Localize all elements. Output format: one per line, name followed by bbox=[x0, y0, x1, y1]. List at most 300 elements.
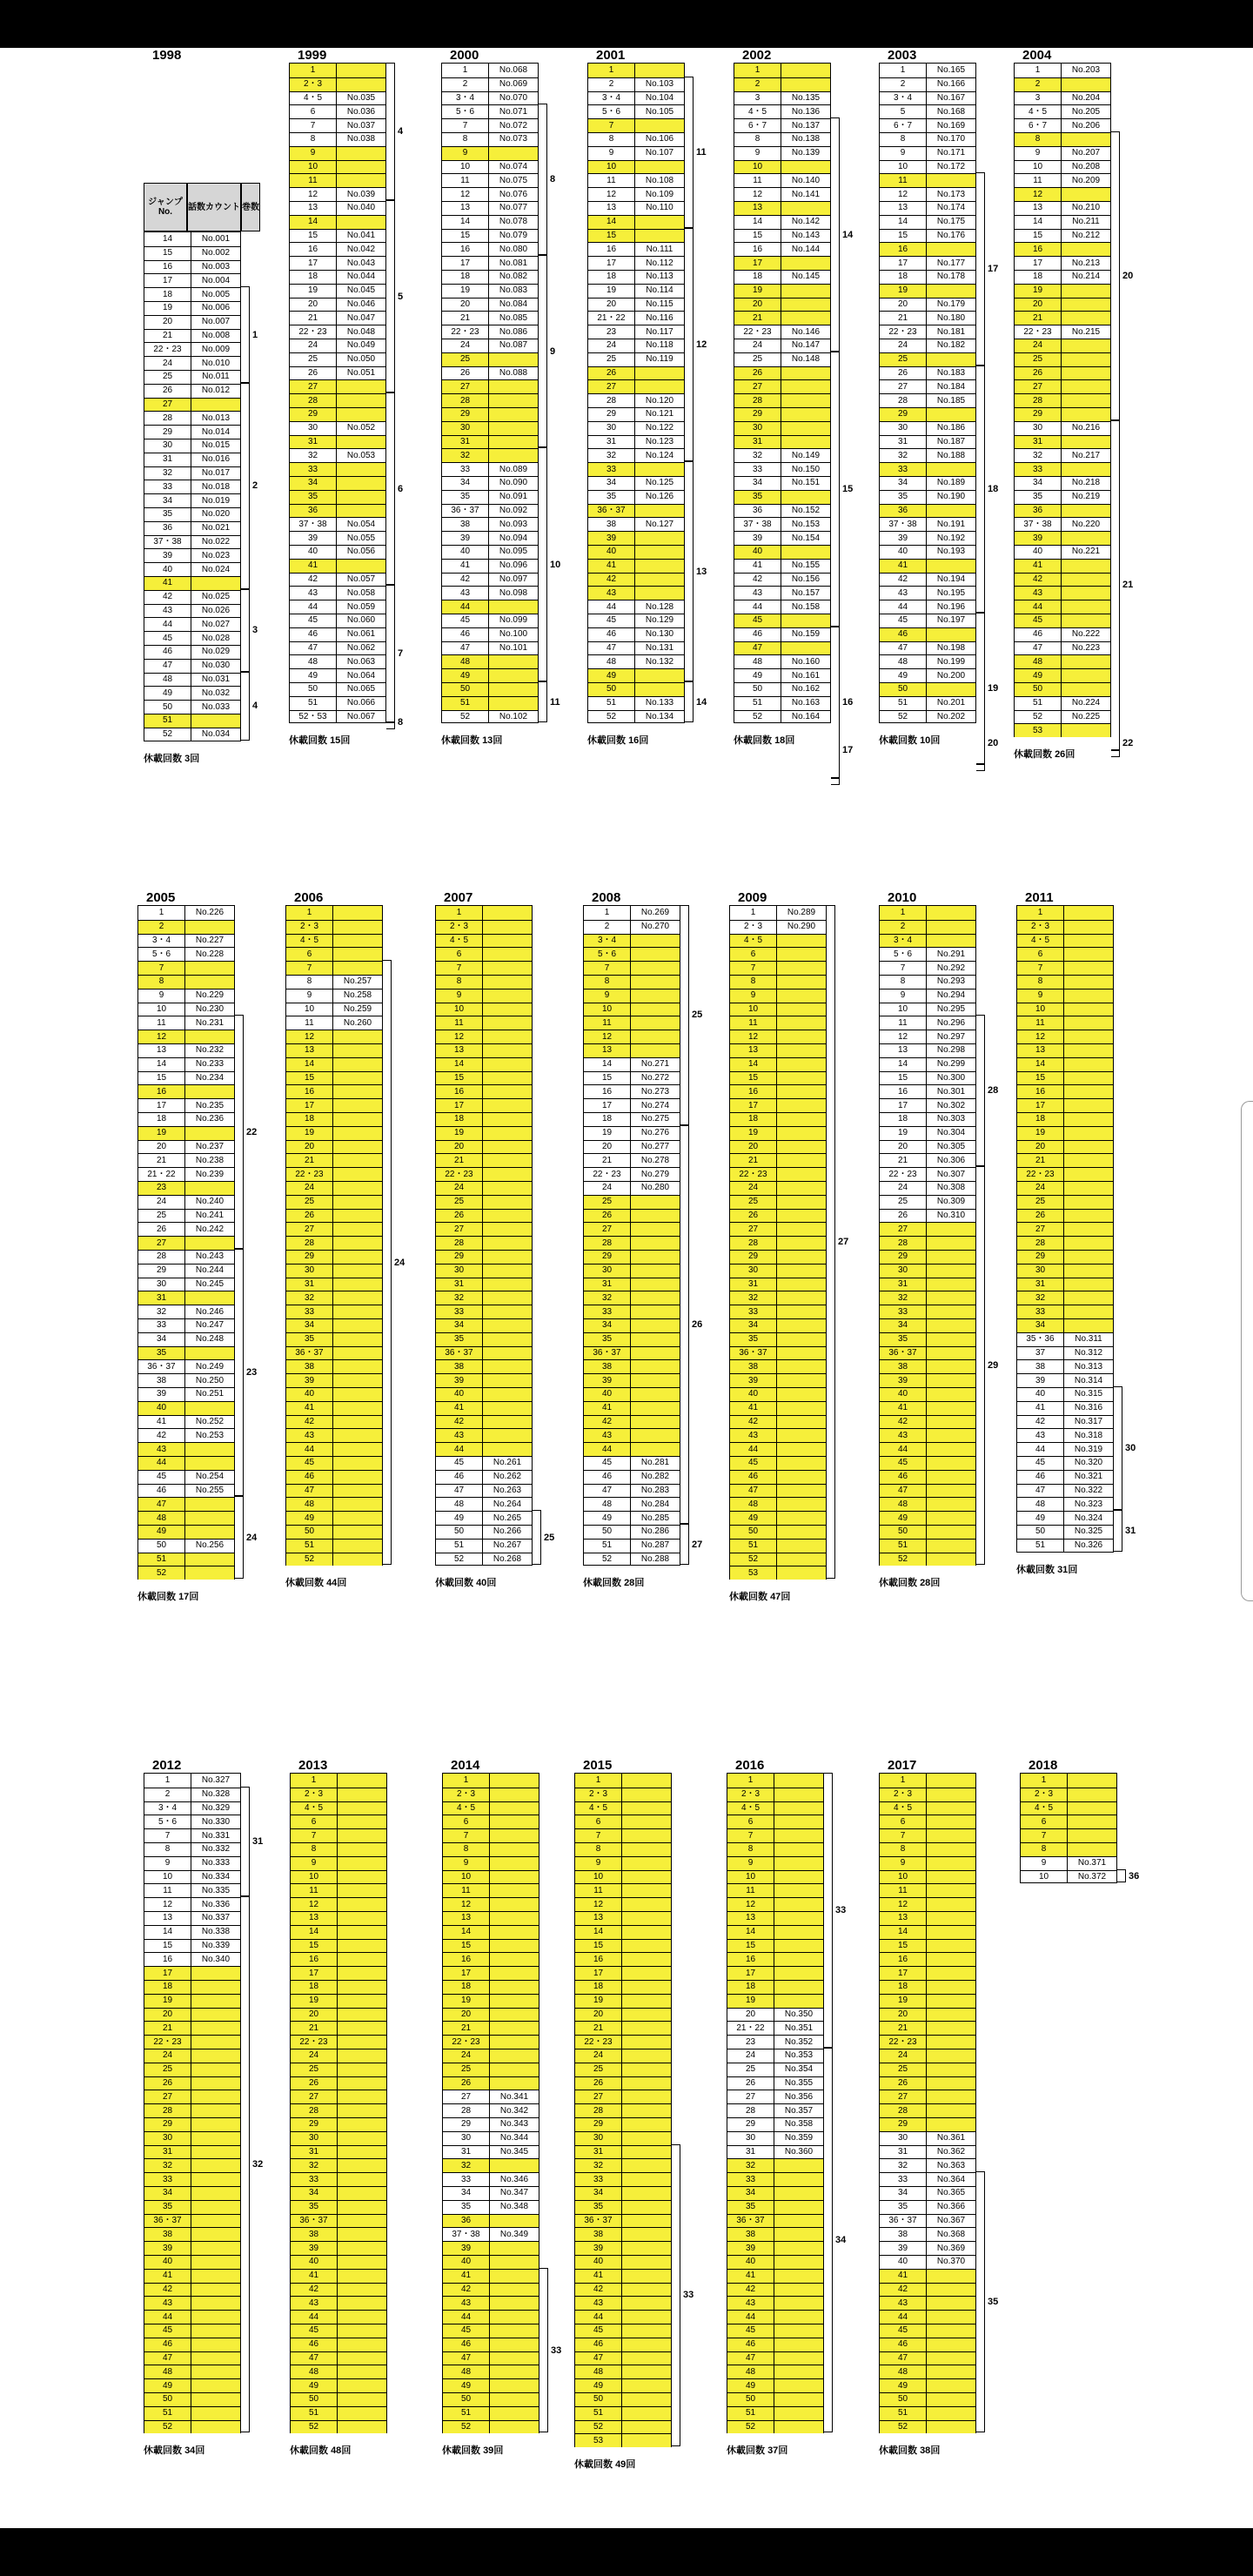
table-row bbox=[442, 284, 538, 298]
table-row bbox=[730, 1030, 826, 1043]
table-row bbox=[880, 379, 975, 393]
chapter-number bbox=[635, 505, 684, 518]
chapter-number bbox=[777, 1319, 826, 1332]
volume-bracket bbox=[976, 366, 985, 613]
hiatus-label: 休載回数 bbox=[879, 1578, 917, 1589]
hiatus-label: 休載回数 bbox=[587, 735, 626, 747]
table-row bbox=[880, 2365, 975, 2378]
chapter-number bbox=[635, 683, 684, 696]
table-row bbox=[144, 2283, 240, 2297]
table-row bbox=[443, 2283, 539, 2297]
issue-number: 1 bbox=[436, 906, 483, 920]
table-row bbox=[727, 2227, 823, 2241]
chapter-number bbox=[483, 1251, 532, 1264]
volume-bracket bbox=[827, 905, 835, 1579]
year-title: 1998 bbox=[152, 48, 182, 63]
table-row bbox=[588, 173, 684, 187]
issue-number: 34 bbox=[138, 1333, 185, 1346]
chapter-number bbox=[622, 1843, 671, 1856]
issue-number: 24 bbox=[286, 1182, 333, 1195]
chapter-number bbox=[774, 1802, 823, 1815]
table-row bbox=[734, 490, 830, 504]
chapter-number bbox=[774, 1843, 823, 1856]
table-row bbox=[734, 215, 830, 229]
table-row bbox=[144, 287, 240, 301]
hiatus-value: 17 bbox=[178, 1592, 190, 1603]
table-row bbox=[290, 559, 385, 573]
table-row bbox=[1017, 1511, 1113, 1525]
year-table bbox=[289, 63, 386, 723]
chapter-number bbox=[777, 1388, 826, 1401]
issue-number: 47 bbox=[443, 2352, 490, 2365]
issue-number: 33 bbox=[734, 463, 781, 476]
chapter-number bbox=[338, 2049, 386, 2063]
chapter-number bbox=[490, 2379, 539, 2392]
issue-number: 41 bbox=[442, 560, 489, 573]
chapter-number: No.091 bbox=[499, 492, 528, 502]
table-row bbox=[1017, 1373, 1113, 1387]
table-row bbox=[730, 1497, 826, 1511]
table-row bbox=[138, 1566, 234, 1580]
issue-number: 36・37 bbox=[588, 505, 635, 518]
chapter-number bbox=[622, 2009, 671, 2022]
issue-number: 8 bbox=[138, 976, 185, 989]
issue-number: 14 bbox=[1015, 216, 1062, 229]
chapter-number bbox=[927, 505, 975, 518]
issue-number: 43 bbox=[575, 2297, 622, 2310]
chapter-number: No.338 bbox=[201, 1927, 231, 1937]
issue-number: 24 bbox=[443, 2049, 490, 2063]
table-row bbox=[588, 654, 684, 668]
chapter-number bbox=[333, 1540, 382, 1553]
table-row bbox=[1015, 407, 1110, 421]
issue-number: 18 bbox=[436, 1113, 483, 1126]
issue-number: 28 bbox=[138, 1251, 185, 1264]
table-row bbox=[880, 2255, 975, 2269]
chapter-number: No.289 bbox=[787, 907, 816, 917]
chapter-number: No.022 bbox=[201, 536, 231, 547]
issue-number: 15 bbox=[880, 1940, 927, 1953]
table-row bbox=[286, 1470, 382, 1484]
chapter-number: No.281 bbox=[640, 1458, 670, 1468]
chapter-number: No.082 bbox=[499, 272, 528, 282]
issue-number: 41 bbox=[730, 1402, 777, 1415]
table-row bbox=[436, 1442, 532, 1456]
chapter-number: No.186 bbox=[936, 423, 966, 433]
chapter-number: No.182 bbox=[936, 340, 966, 351]
issue-number: 27 bbox=[436, 1223, 483, 1236]
issue-number: 6 bbox=[290, 105, 337, 118]
chapter-number bbox=[774, 1871, 823, 1884]
table-row bbox=[584, 1291, 680, 1305]
chapter-number: No.027 bbox=[201, 619, 231, 629]
chapter-number: No.042 bbox=[346, 244, 376, 254]
table-row bbox=[880, 1209, 975, 1223]
chapter-number bbox=[333, 1416, 382, 1429]
volume-number: 27 bbox=[838, 1237, 849, 1248]
table-row bbox=[443, 2324, 539, 2338]
table-row bbox=[443, 1815, 539, 1828]
chapter-number bbox=[781, 312, 830, 325]
chapter-number bbox=[337, 477, 385, 490]
table-row bbox=[442, 77, 538, 91]
table-row bbox=[138, 1098, 234, 1112]
chapter-number bbox=[622, 2063, 671, 2076]
issue-number: 24 bbox=[291, 2049, 338, 2063]
issue-number: 20 bbox=[291, 2009, 338, 2022]
chapter-number: No.349 bbox=[499, 2229, 529, 2239]
table-row bbox=[442, 600, 538, 614]
table-row bbox=[286, 1071, 382, 1085]
table-row bbox=[575, 1939, 671, 1953]
issue-number: 50 bbox=[436, 1526, 483, 1539]
volume-bracket bbox=[824, 1773, 833, 2048]
table-row bbox=[138, 1484, 234, 1498]
issue-number: 20 bbox=[442, 299, 489, 312]
table-row bbox=[588, 77, 684, 91]
table-row bbox=[588, 407, 684, 421]
hiatus-label: 休載回数 bbox=[729, 1592, 767, 1603]
issue-number: 50 bbox=[588, 683, 635, 696]
issue-number: 10 bbox=[443, 1871, 490, 1884]
issue-number: 33 bbox=[575, 2173, 622, 2186]
table-row bbox=[588, 256, 684, 270]
table-row bbox=[575, 1842, 671, 1856]
issue-number: 49 bbox=[588, 669, 635, 682]
chapter-number bbox=[774, 2352, 823, 2365]
volume-bracket bbox=[824, 2048, 833, 2432]
issue-number: 9 bbox=[880, 989, 927, 1003]
issue-number: 6・7 bbox=[880, 119, 927, 132]
table-row bbox=[588, 187, 684, 201]
table-row bbox=[1015, 311, 1110, 325]
chapter-number: No.315 bbox=[1074, 1389, 1103, 1399]
hiatus-label: 休載回数 bbox=[734, 735, 772, 747]
table-row bbox=[584, 1359, 680, 1373]
issue-number: 9 bbox=[734, 147, 781, 160]
issue-number: 1 bbox=[138, 906, 185, 920]
chapter-number bbox=[927, 1512, 975, 1525]
table-row bbox=[1021, 1856, 1116, 1870]
chapter-number: No.310 bbox=[936, 1210, 966, 1220]
chapter-number: No.092 bbox=[499, 505, 528, 515]
table-row bbox=[138, 1456, 234, 1470]
table-row bbox=[291, 2076, 386, 2090]
issue-number: 50 bbox=[1017, 1526, 1064, 1539]
table-row bbox=[880, 1305, 975, 1318]
issue-number: 16 bbox=[286, 1085, 333, 1098]
chapter-number: No.142 bbox=[791, 217, 821, 227]
issue-number: 30 bbox=[1017, 1265, 1064, 1278]
table-row bbox=[880, 2200, 975, 2214]
chapter-number bbox=[631, 1360, 680, 1373]
issue-number: 28 bbox=[144, 2104, 191, 2117]
table-row bbox=[880, 710, 975, 724]
chapter-number: No.167 bbox=[936, 92, 966, 103]
table-row bbox=[443, 2035, 539, 2049]
table-row bbox=[584, 1318, 680, 1332]
chapter-number bbox=[774, 1953, 823, 1966]
issue-number: 38 bbox=[291, 2228, 338, 2241]
issue-number: 15 bbox=[1015, 230, 1062, 243]
chapter-number: No.223 bbox=[1071, 642, 1101, 653]
issue-number: 38 bbox=[286, 1360, 333, 1373]
issue-number: 16 bbox=[291, 1953, 338, 1966]
table-row bbox=[880, 490, 975, 504]
chapter-number bbox=[338, 2036, 386, 2049]
chapter-number: No.259 bbox=[343, 1003, 372, 1014]
chapter-number bbox=[1064, 1223, 1113, 1236]
chapter-number: No.201 bbox=[936, 698, 966, 708]
year-table bbox=[587, 63, 685, 723]
chapter-number bbox=[1068, 1829, 1116, 1842]
chapter-number bbox=[333, 1210, 382, 1223]
issue-number: 8 bbox=[291, 1843, 338, 1856]
chapter-number bbox=[333, 1030, 382, 1043]
chapter-number: No.110 bbox=[646, 203, 673, 213]
issue-number: 22・23 bbox=[291, 2036, 338, 2049]
table-row bbox=[286, 1359, 382, 1373]
issue-number: 22・23 bbox=[286, 1168, 333, 1181]
chapter-number bbox=[338, 2215, 386, 2228]
chapter-number bbox=[1068, 1774, 1116, 1788]
table-row bbox=[734, 654, 830, 668]
table-row bbox=[443, 2090, 539, 2103]
chapter-number bbox=[338, 1829, 386, 1842]
table-row bbox=[436, 1428, 532, 1442]
chapter-number bbox=[631, 1374, 680, 1387]
table-row bbox=[443, 2200, 539, 2214]
table-row bbox=[1017, 1497, 1113, 1511]
chapter-number: No.323 bbox=[1074, 1499, 1103, 1509]
issue-number: 12 bbox=[1017, 1030, 1064, 1043]
table-row bbox=[1017, 1043, 1113, 1057]
chapter-number: No.307 bbox=[936, 1169, 966, 1179]
issue-number: 2・3 bbox=[436, 921, 483, 934]
table-row bbox=[442, 201, 538, 215]
issue-number: 43 bbox=[584, 1429, 631, 1442]
issue-number: 27 bbox=[575, 2090, 622, 2103]
table-row bbox=[730, 1387, 826, 1401]
hiatus-label: 休載回数 bbox=[879, 735, 917, 747]
chapter-number: No.034 bbox=[201, 729, 231, 740]
issue-number: 31 bbox=[291, 2146, 338, 2159]
table-row bbox=[880, 1359, 975, 1373]
table-row bbox=[575, 1952, 671, 1966]
chapter-number bbox=[927, 2352, 975, 2365]
table-row bbox=[1015, 393, 1110, 407]
issue-number: 16 bbox=[727, 1953, 774, 1966]
issue-number: 39 bbox=[880, 1374, 927, 1387]
issue-number: 13 bbox=[1015, 202, 1062, 215]
chapter-number bbox=[927, 2365, 975, 2378]
issue-number: 27 bbox=[584, 1223, 631, 1236]
chapter-number bbox=[483, 1210, 532, 1223]
table-row bbox=[1021, 1801, 1116, 1815]
chapter-number: No.004 bbox=[201, 275, 231, 285]
table-row bbox=[290, 173, 385, 187]
table-row bbox=[730, 1140, 826, 1154]
issue-number: 13 bbox=[138, 1044, 185, 1057]
chapter-number: No.362 bbox=[936, 2146, 966, 2157]
table-row bbox=[584, 1126, 680, 1140]
table-row bbox=[880, 1291, 975, 1305]
table-row bbox=[880, 531, 975, 545]
chapter-number bbox=[622, 2311, 671, 2324]
issue-number: 32 bbox=[1017, 1291, 1064, 1305]
table-row bbox=[734, 668, 830, 682]
table-row bbox=[880, 298, 975, 312]
table-row bbox=[880, 1346, 975, 1360]
table-row bbox=[442, 173, 538, 187]
issue-number: 29 bbox=[880, 408, 927, 421]
chapter-number bbox=[490, 2324, 539, 2338]
issue-number: 12 bbox=[144, 1898, 191, 1911]
issue-number: 47 bbox=[138, 1498, 185, 1511]
table-row bbox=[1017, 1387, 1113, 1401]
chapter-number: No.240 bbox=[195, 1197, 224, 1207]
table-row bbox=[734, 229, 830, 243]
issue-number: 19 bbox=[286, 1127, 333, 1140]
table-row bbox=[584, 989, 680, 1003]
chapter-number: No.187 bbox=[936, 436, 966, 446]
chapter-number: No.296 bbox=[936, 1017, 966, 1028]
chapter-number bbox=[185, 1526, 234, 1539]
chapter-number bbox=[490, 2077, 539, 2090]
table-row bbox=[584, 1098, 680, 1112]
chapter-number: No.346 bbox=[499, 2174, 529, 2184]
issue-number: 29 bbox=[286, 1251, 333, 1264]
table-row bbox=[727, 1856, 823, 1870]
table-row bbox=[880, 2021, 975, 2035]
table-row bbox=[443, 2021, 539, 2035]
table-row bbox=[144, 686, 240, 700]
table-row bbox=[1015, 490, 1110, 504]
chapter-number: No.169 bbox=[936, 120, 966, 131]
chapter-number bbox=[1064, 1003, 1113, 1016]
chapter-number: No.247 bbox=[195, 1320, 224, 1331]
chapter-number bbox=[1062, 353, 1110, 366]
chapter-number bbox=[1062, 312, 1110, 325]
chapter-number: No.204 bbox=[1071, 92, 1101, 103]
table-row bbox=[436, 947, 532, 961]
issue-number: 13 bbox=[575, 1912, 622, 1925]
scrollbar-handle[interactable] bbox=[1241, 1101, 1253, 1601]
table-row bbox=[442, 64, 538, 77]
issue-number: 9 bbox=[442, 147, 489, 160]
issue-number: 29 bbox=[734, 408, 781, 421]
table-row bbox=[880, 989, 975, 1003]
table-row bbox=[1017, 1332, 1113, 1346]
hiatus-label: 休載回数 bbox=[289, 735, 327, 747]
chapter-number bbox=[185, 1030, 234, 1043]
issue-number: 30 bbox=[584, 1265, 631, 1278]
table-row bbox=[1015, 641, 1110, 655]
issue-number: 46 bbox=[291, 2338, 338, 2351]
chapter-number bbox=[1064, 1113, 1113, 1126]
chapter-number bbox=[927, 2379, 975, 2392]
issue-number: 48 bbox=[584, 1498, 631, 1511]
issue-number: 11 bbox=[880, 1884, 927, 1897]
table-row bbox=[291, 2090, 386, 2103]
chapter-number bbox=[927, 1829, 975, 1842]
table-row bbox=[575, 2241, 671, 2255]
table-row bbox=[442, 256, 538, 270]
chapter-number bbox=[191, 2393, 240, 2406]
chapter-number: No.340 bbox=[201, 1954, 231, 1964]
chapter-number bbox=[338, 2393, 386, 2406]
issue-number: 49 bbox=[443, 2379, 490, 2392]
chapter-number: No.161 bbox=[791, 670, 821, 681]
table-row bbox=[588, 284, 684, 298]
chapter-number bbox=[622, 2379, 671, 2392]
table-row bbox=[290, 682, 385, 696]
table-row bbox=[1017, 1539, 1113, 1553]
issue-number: 34 bbox=[144, 494, 191, 507]
table-row bbox=[734, 118, 830, 132]
issue-number: 25 bbox=[1017, 1196, 1064, 1209]
issue-number: 15 bbox=[730, 1072, 777, 1085]
table-row bbox=[291, 1842, 386, 1856]
chapter-number bbox=[927, 2049, 975, 2063]
table-row bbox=[138, 1181, 234, 1195]
issue-number: 14 bbox=[443, 1926, 490, 1939]
table-row bbox=[291, 1994, 386, 2008]
issue-number: 9 bbox=[727, 1857, 774, 1870]
issue-number: 48 bbox=[144, 674, 191, 687]
table-row bbox=[290, 421, 385, 435]
chapter-number bbox=[483, 1030, 532, 1043]
chapter-number bbox=[337, 436, 385, 449]
chapter-number bbox=[622, 2132, 671, 2145]
table-row bbox=[286, 1043, 382, 1057]
table-row bbox=[880, 2090, 975, 2103]
issue-number: 12 bbox=[880, 1898, 927, 1911]
issue-number: 52・53 bbox=[290, 711, 337, 724]
issue-number: 32 bbox=[286, 1291, 333, 1305]
chapter-number: No.192 bbox=[936, 533, 966, 543]
issue-number: 16 bbox=[290, 243, 337, 256]
table-row bbox=[588, 118, 684, 132]
table-row bbox=[286, 1016, 382, 1030]
chapter-number: No.216 bbox=[1071, 423, 1101, 433]
table-row bbox=[291, 1911, 386, 1925]
table-row bbox=[584, 1415, 680, 1429]
year-table bbox=[879, 63, 976, 723]
chapter-number bbox=[191, 2407, 240, 2420]
issue-number: 44 bbox=[286, 1443, 333, 1456]
chapter-number: No.348 bbox=[499, 2202, 529, 2212]
table-row bbox=[290, 160, 385, 174]
table-row bbox=[1015, 531, 1110, 545]
issue-number: 35 bbox=[290, 491, 337, 504]
chapter-number: No.012 bbox=[201, 386, 231, 396]
chapter-number: No.074 bbox=[499, 161, 528, 171]
table-row bbox=[290, 146, 385, 160]
chapter-number: No.203 bbox=[1071, 64, 1101, 75]
issue-number: 6 bbox=[727, 1815, 774, 1828]
issue-number: 10 bbox=[880, 161, 927, 174]
table-row bbox=[575, 1856, 671, 1870]
chapter-number bbox=[483, 989, 532, 1003]
chapter-number bbox=[777, 1223, 826, 1236]
chapter-number: No.007 bbox=[201, 317, 231, 327]
table-row bbox=[1017, 1098, 1113, 1112]
issue-number: 26 bbox=[588, 367, 635, 380]
table-row bbox=[291, 2378, 386, 2392]
table-row bbox=[1015, 476, 1110, 490]
chapter-number: No.127 bbox=[645, 519, 674, 529]
